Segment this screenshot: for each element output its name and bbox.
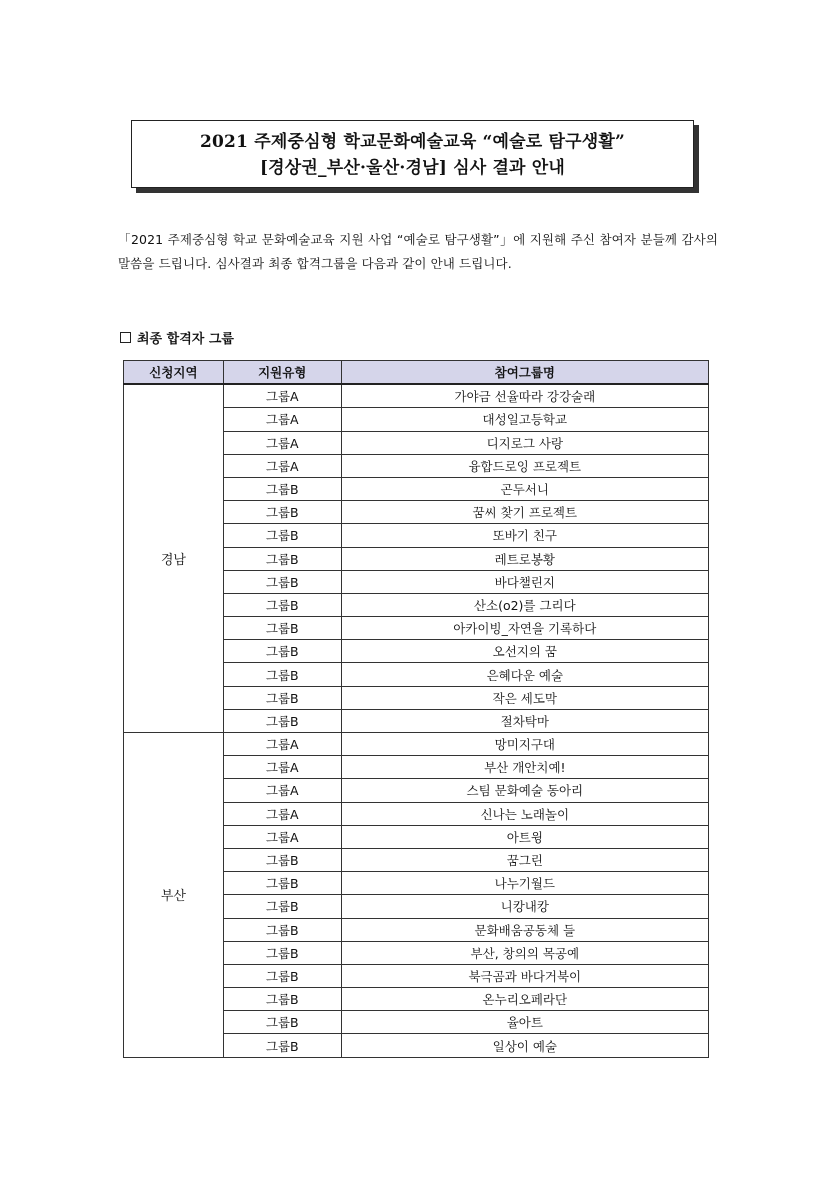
type-cell: 그룹B — [223, 663, 341, 686]
table-row — [124, 733, 709, 756]
header-region: 신청지역 — [124, 361, 224, 385]
type-cell: 그룹A — [223, 454, 341, 477]
type-cell: 그룹B — [223, 1011, 341, 1034]
region-cell: 부산 — [124, 733, 224, 1058]
group-name-cell: 일상이 예술 — [341, 1034, 708, 1057]
table-header-row — [124, 361, 709, 385]
type-cell: 그룹B — [223, 593, 341, 616]
group-name-cell: 북극곰과 바다거북이 — [341, 964, 708, 987]
type-cell: 그룹B — [223, 988, 341, 1011]
group-name-cell: 산소(o2)를 그리다 — [341, 593, 708, 616]
table-row — [124, 384, 709, 408]
group-name-cell: 레트로봉황 — [341, 547, 708, 570]
type-cell: 그룹A — [223, 733, 341, 756]
header-group-name: 참여그룹명 — [341, 361, 708, 385]
group-name-cell: 디지로그 사랑 — [341, 431, 708, 454]
type-cell: 그룹B — [223, 524, 341, 547]
type-cell: 그룹A — [223, 384, 341, 408]
type-cell: 그룹B — [223, 848, 341, 871]
group-name-cell: 가야금 선율따라 강강술래 — [341, 384, 708, 408]
results-table — [123, 360, 709, 1058]
type-cell: 그룹B — [223, 895, 341, 918]
group-name-cell: 스팀 문화예술 동아리 — [341, 779, 708, 802]
type-cell: 그룹B — [223, 477, 341, 500]
group-name-cell: 바다챌린지 — [341, 570, 708, 593]
type-cell: 그룹A — [223, 779, 341, 802]
type-cell: 그룹A — [223, 825, 341, 848]
group-name-cell: 꿈그린 — [341, 848, 708, 871]
type-cell: 그룹B — [223, 872, 341, 895]
group-name-cell: 또바기 친구 — [341, 524, 708, 547]
type-cell: 그룹B — [223, 964, 341, 987]
type-cell: 그룹A — [223, 756, 341, 779]
table-body — [124, 384, 709, 1057]
type-cell: 그룹B — [223, 501, 341, 524]
section-heading — [120, 328, 234, 347]
group-name-cell: 율아트 — [341, 1011, 708, 1034]
type-cell: 그룹B — [223, 570, 341, 593]
type-cell: 그룹A — [223, 802, 341, 825]
title-line-2: [경상권_부산·울산·경남] 심사 결과 안내 — [259, 158, 566, 178]
group-name-cell: 곤두서니 — [341, 477, 708, 500]
group-name-cell: 망미지구대 — [341, 733, 708, 756]
group-name-cell: 신나는 노래놀이 — [341, 802, 708, 825]
region-cell: 경남 — [124, 384, 224, 732]
type-cell: 그룹A — [223, 431, 341, 454]
intro-paragraph: 「2021 주제중심형 학교 문화예술교육 지원 사업 “예술로 탐구생활”」에 지원해 주신 참여자 분들께 감사의 말씀을 드립니다. 심사결과 최종 합격그룹을 다음과 같이 안내 드립니다. — [118, 232, 718, 271]
group-name-cell: 꿈씨 찾기 프로젝트 — [341, 501, 708, 524]
section-heading-label: 최종 합격자 그룹 — [137, 332, 234, 347]
group-name-cell: 니캉내캉 — [341, 895, 708, 918]
group-name-cell: 오선지의 꿈 — [341, 640, 708, 663]
group-name-cell: 나누기월드 — [341, 872, 708, 895]
group-name-cell: 아트윙 — [341, 825, 708, 848]
group-name-cell: 온누리오페라단 — [341, 988, 708, 1011]
group-name-cell: 작은 세도막 — [341, 686, 708, 709]
group-name-cell: 문화배움공동체 들 — [341, 918, 708, 941]
group-name-cell: 융합드로잉 프로젝트 — [341, 454, 708, 477]
group-name-cell: 은혜다운 예술 — [341, 663, 708, 686]
header-type: 지원유형 — [223, 361, 341, 385]
title-line-1: 2021 주제중심형 학교문화예술교육 “예술로 탐구생활” — [200, 132, 625, 152]
type-cell: 그룹B — [223, 686, 341, 709]
type-cell: 그룹B — [223, 617, 341, 640]
type-cell: 그룹B — [223, 709, 341, 732]
group-name-cell: 부산, 창의의 목공예 — [341, 941, 708, 964]
title-box — [131, 120, 694, 188]
type-cell: 그룹B — [223, 1034, 341, 1057]
type-cell: 그룹A — [223, 408, 341, 431]
type-cell: 그룹B — [223, 640, 341, 663]
group-name-cell: 대성일고등학교 — [341, 408, 708, 431]
square-bullet-icon — [120, 332, 131, 343]
group-name-cell: 부산 개안치예! — [341, 756, 708, 779]
type-cell: 그룹B — [223, 547, 341, 570]
type-cell: 그룹B — [223, 941, 341, 964]
type-cell: 그룹B — [223, 918, 341, 941]
group-name-cell: 아카이빙_자연을 기록하다 — [341, 617, 708, 640]
group-name-cell: 절차탁마 — [341, 709, 708, 732]
